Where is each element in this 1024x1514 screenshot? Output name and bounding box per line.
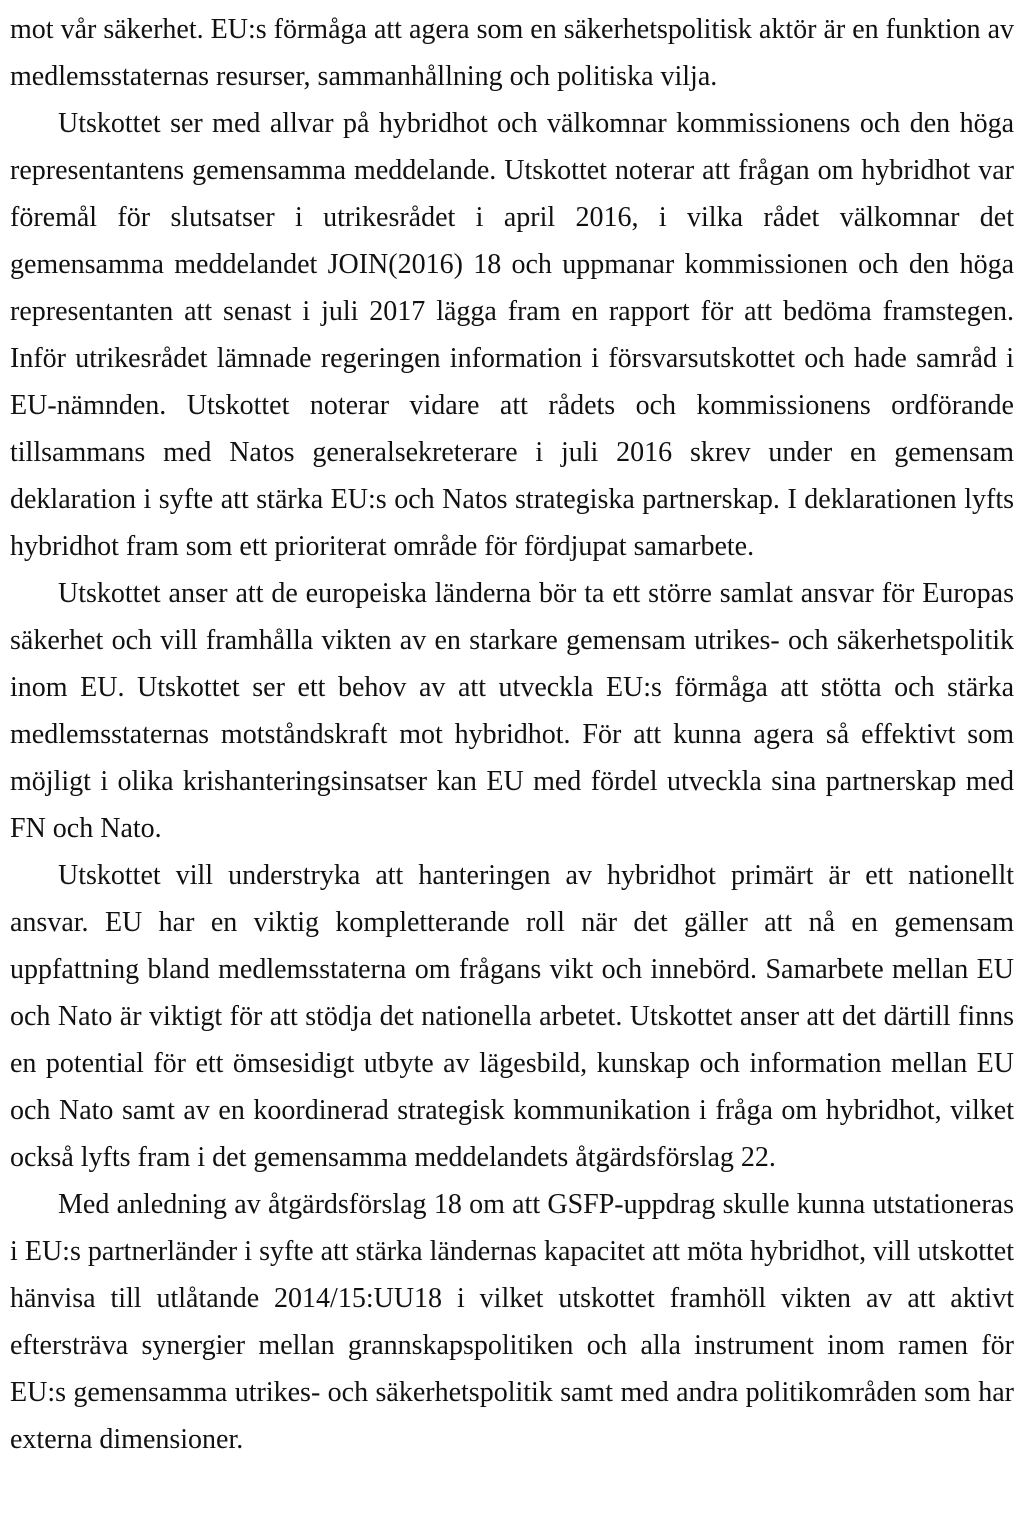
document-page [10,6,1014,1463]
paragraph-national-responsibility: Utskottet vill understryka att hanteringen av hybridhot primärt är ett nationellt ansvar. EU har en viktig kompletterande roll när det gäller att nå en gemensam uppfattning bland medlemsstaterna om frågans vikt och innebörd. Samarbete mellan EU och Nato är viktigt för att stödja det nationella arbetet. Utskottet anser att det därtill finns en potential för ett ömsesidigt utbyte av lägesbild, kunskap och information mellan EU och Nato samt av en koordinerad strategisk kommunikation i fråga om hybridhot, vilket också lyfts fram i det gemensamma meddelandets åtgärdsförslag 22. [10,860,1014,1173]
paragraph-european-responsibility: Utskottet anser att de europeiska länderna bör ta ett större samlat ansvar för Europas säkerhet och vill framhålla vikten av en starkare gemensam utrikes- och säkerhetspolitik inom EU. Utskottet ser ett behov av att utveckla EU:s förmåga att stötta och stärka medlemsstaternas motståndskraft mot hybridhot. För att kunna agera så effektivt som möjligt i olika krishanteringsinsatser kan EU med fördel utveckla sina partnerskap med FN och Nato. [10,578,1014,844]
paragraph-gsfp-missions: Med anledning av åtgärdsförslag 18 om att GSFP-uppdrag skulle kunna utstationeras i EU:s partnerländer i syfte att stärka ländernas kapacitet att möta hybridhot, vill utskottet hänvisa till utlåtande 2014/15:UU18 i vilket utskottet framhöll vikten av att aktivt eftersträva synergier mellan grannskapspolitiken och alla instrument inom ramen för EU:s gemensamma utrikes- och säkerhetspolitik samt med andra politikområden som har externa dimensioner. [10,1189,1014,1455]
paragraph-hybrid-threats: Utskottet ser med allvar på hybridhot och välkomnar kommissionens och den höga representantens gemensamma meddelande. Utskottet noterar att frågan om hybridhot var föremål för slutsatser i utrikesrådet i april 2016, i vilka rådet välkomnar det gemensamma meddelandet JOIN(2016) 18 och uppmanar kommissionen och den höga representanten att senast i juli 2017 lägga fram en rapport för att bedöma framstegen. Inför utrikesrådet lämnade regeringen information i försvarsutskottet och hade samråd i EU-nämnden. Utskottet noterar vidare att rådets och kommissionens ordförande tillsammans med Natos generalsekreterare i juli 2016 skrev under en gemensam deklaration i syfte att stärka EU:s och Natos strategiska partnerskap. I deklarationen lyfts hybridhot fram som ett prioriterat område för fördjupat samarbete. [10,108,1014,562]
paragraph-continuation: mot vår säkerhet. EU:s förmåga att agera som en säkerhetspolitisk aktör är en funktion av medlemsstaternas resurser, sammanhållning och politiska vilja. [10,14,1014,92]
